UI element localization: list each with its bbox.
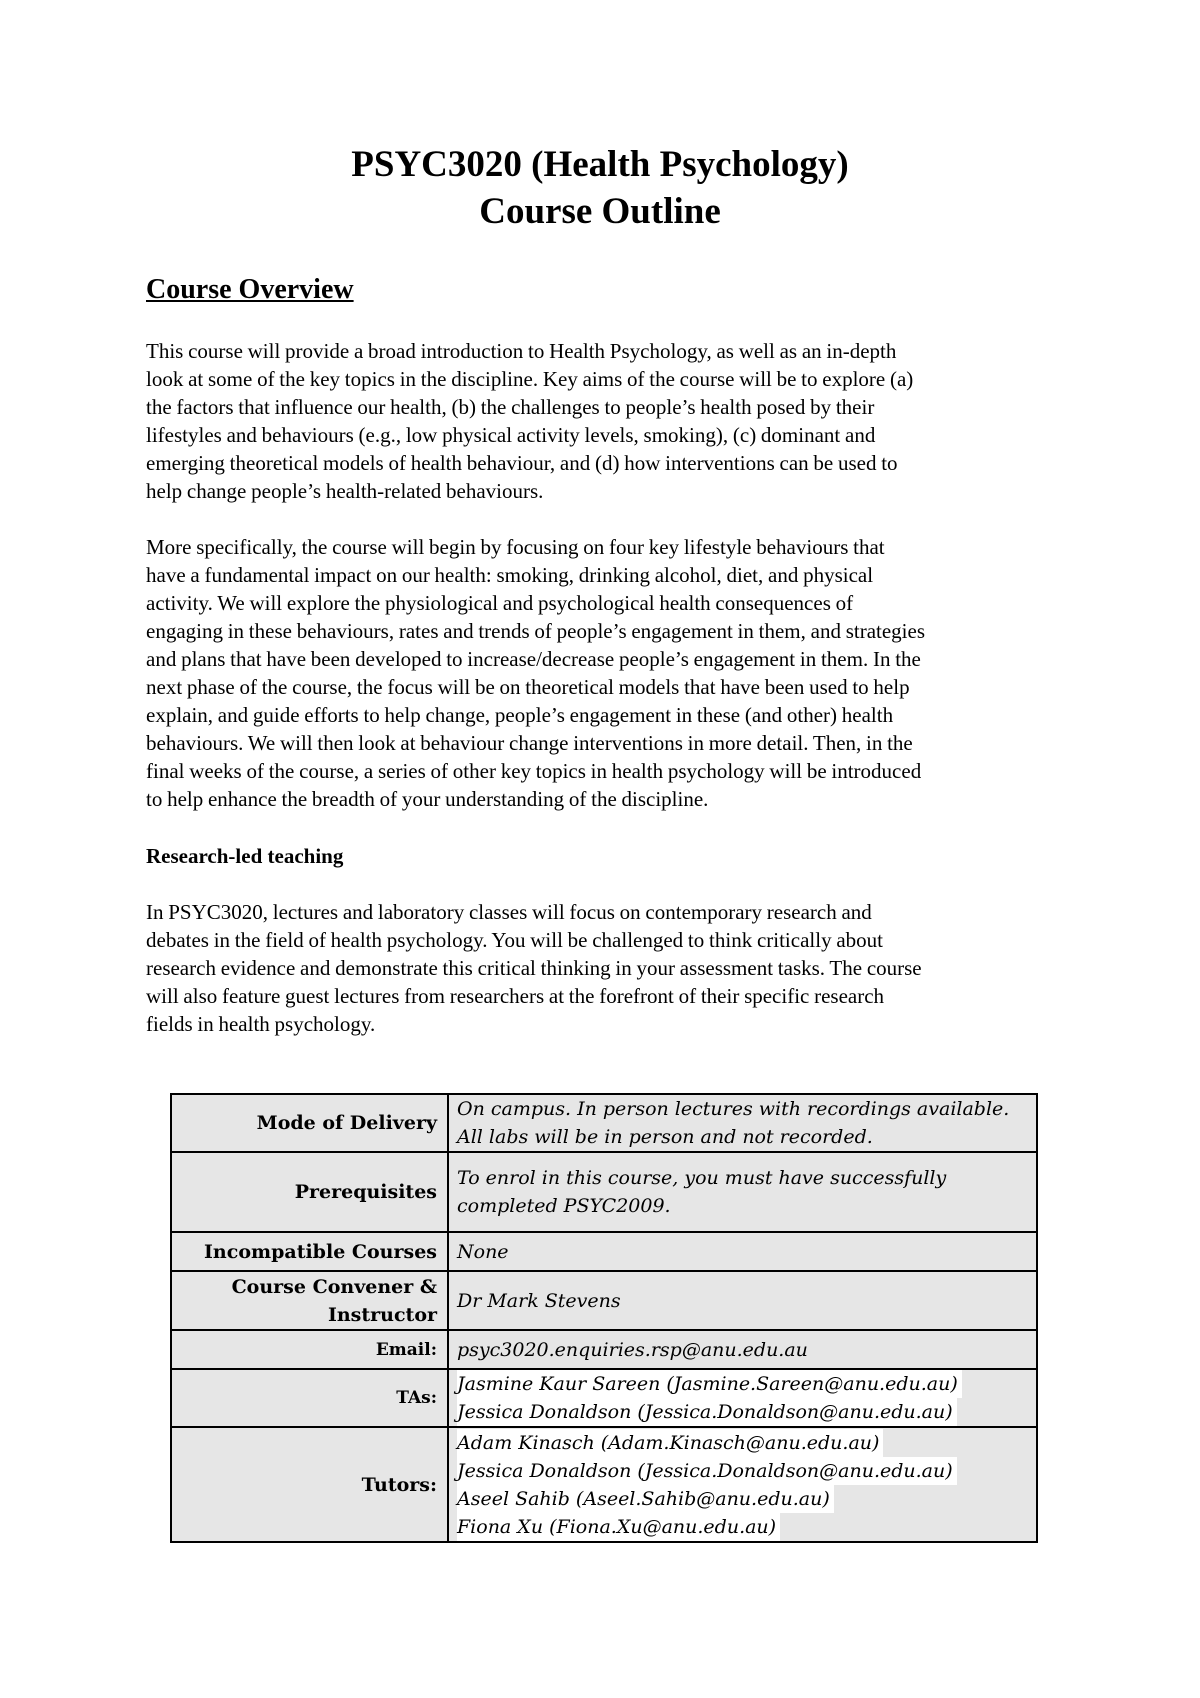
- tutors-label: Tutors:: [171, 1427, 448, 1542]
- incompatible-courses-label: Incompatible Courses: [171, 1232, 448, 1271]
- page-title: [0, 141, 1200, 235]
- tas-value: [448, 1369, 1037, 1427]
- table-row-tutors: [171, 1427, 1037, 1542]
- tutor-entry: Fiona Xu (Fiona.Xu@anu.edu.au): [457, 1513, 780, 1541]
- text-line: the factors that influence our health, (b) the challenges to people’s health posed by their: [146, 395, 875, 419]
- text-line: lifestyles and behaviours (e.g., low physical activity levels, smoking), (c) dominant and: [146, 423, 876, 447]
- text-line: emerging theoretical models of health behaviour, and (d) how interventions can be used to: [146, 451, 898, 475]
- tutor-entry: Aseel Sahib (Aseel.Sahib@anu.edu.au): [457, 1485, 834, 1513]
- table-row-tas: [171, 1369, 1037, 1427]
- mode-of-delivery-label: Mode of Delivery: [171, 1094, 448, 1152]
- email-label: Email:: [171, 1330, 448, 1369]
- text-line: debates in the field of health psychology. You will be challenged to think critically about: [146, 928, 883, 952]
- table-row-prerequisites: [171, 1152, 1037, 1232]
- title-line-1: PSYC3020 (Health Psychology): [351, 144, 849, 185]
- overview-paragraph-1: [146, 337, 1076, 505]
- value-line: On campus. In person lectures with recordings available.: [457, 1098, 1010, 1120]
- course-info-table: [170, 1093, 1038, 1543]
- table-row-mode-of-delivery: [171, 1094, 1037, 1152]
- text-line: explain, and guide efforts to help change, people’s engagement in these (and other) health: [146, 703, 894, 727]
- text-line: In PSYC3020, lectures and laboratory classes will focus on contemporary research and: [146, 900, 872, 924]
- label-line: Instructor: [327, 1303, 437, 1326]
- ta-entry: Jasmine Kaur Sareen (Jasmine.Sareen@anu.edu.au): [457, 1370, 962, 1398]
- value-line: completed PSYC2009.: [457, 1195, 671, 1217]
- text-line: activity. We will explore the physiological and psychological health consequences of: [146, 591, 854, 615]
- text-line: More specifically, the course will begin by focusing on four key lifestyle behaviours that: [146, 535, 885, 559]
- text-line: fields in health psychology.: [146, 1012, 376, 1036]
- text-line: help change people’s health-related behaviours.: [146, 479, 544, 503]
- text-line: and plans that have been developed to increase/decrease people’s engagement in them. In the: [146, 647, 921, 671]
- course-overview-heading: Course Overview: [146, 274, 354, 305]
- prerequisites-value: [448, 1152, 1037, 1232]
- text-line: next phase of the course, the focus will be on theoretical models that have been used to help: [146, 675, 910, 699]
- course-convener-value: Dr Mark Stevens: [448, 1271, 1037, 1330]
- mode-of-delivery-value: [448, 1094, 1037, 1152]
- table-row-email: [171, 1330, 1037, 1369]
- tutor-entry: Jessica Donaldson (Jessica.Donaldson@anu.edu.au): [457, 1457, 957, 1485]
- text-line: will also feature guest lectures from researchers at the forefront of their specific research: [146, 984, 885, 1008]
- overview-paragraph-2: [146, 533, 1076, 813]
- table-row-course-convener: [171, 1271, 1037, 1330]
- prerequisites-label: Prerequisites: [171, 1152, 448, 1232]
- email-value[interactable]: psyc3020.enquiries.rsp@anu.edu.au: [448, 1330, 1037, 1369]
- research-led-teaching-heading: Research-led teaching: [146, 844, 344, 868]
- tutor-entry: Adam Kinasch (Adam.Kinasch@anu.edu.au): [457, 1429, 883, 1457]
- tutors-value: [448, 1427, 1037, 1542]
- text-line: final weeks of the course, a series of other key topics in health psychology will be introduced: [146, 759, 922, 783]
- text-line: This course will provide a broad introduction to Health Psychology, as well as an in-depth: [146, 339, 897, 363]
- label-line: Course Convener &: [231, 1275, 437, 1298]
- table-row-incompatible-courses: [171, 1232, 1037, 1271]
- research-paragraph: [146, 898, 1076, 1038]
- text-line: have a fundamental impact on our health: smoking, drinking alcohol, diet, and physical: [146, 563, 874, 587]
- text-line: to help enhance the breadth of your understanding of the discipline.: [146, 787, 709, 811]
- ta-entry: Jessica Donaldson (Jessica.Donaldson@anu.edu.au): [457, 1398, 957, 1426]
- title-line-2: Course Outline: [479, 191, 721, 232]
- incompatible-courses-value: None: [448, 1232, 1037, 1271]
- value-line: All labs will be in person and not recorded.: [457, 1126, 873, 1148]
- text-line: research evidence and demonstrate this critical thinking in your assessment tasks. The course: [146, 956, 922, 980]
- text-line: behaviours. We will then look at behaviour change interventions in more detail. Then, in the: [146, 731, 913, 755]
- text-line: look at some of the key topics in the discipline. Key aims of the course will be to explore (a): [146, 367, 914, 391]
- value-line: To enrol in this course, you must have successfully: [457, 1167, 947, 1189]
- course-convener-label: [171, 1271, 448, 1330]
- text-line: engaging in these behaviours, rates and trends of people’s engagement in them, and strategies: [146, 619, 926, 643]
- tas-label: TAs:: [171, 1369, 448, 1427]
